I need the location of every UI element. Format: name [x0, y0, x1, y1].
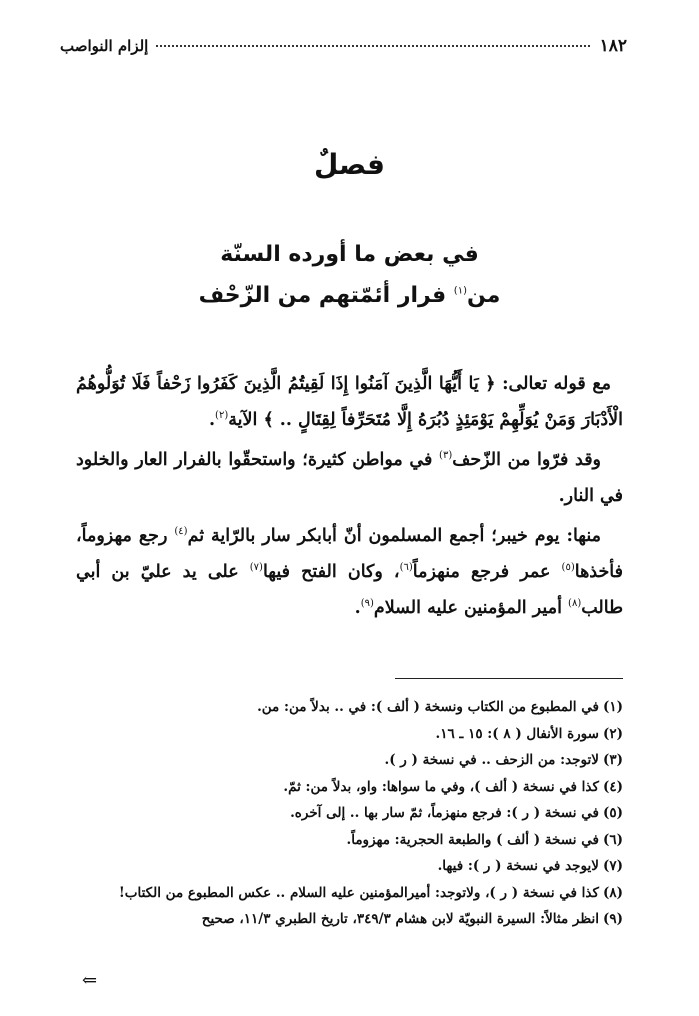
footnote-ref: (١)	[453, 285, 467, 297]
footnote-item	[76, 827, 623, 854]
footnotes	[76, 694, 623, 933]
paragraph-text: منها: يوم خيبر؛ أجمع المسلمون أنّ أبابكر سار بالرّاية ثم	[187, 526, 601, 546]
footnote-ref: (٥)	[561, 562, 575, 574]
footnote-separator	[395, 678, 623, 679]
quran-verse: ﴿ يَا أَيُّهَا الَّذِينَ آمَنُوا إِذَا لَقِيتُمُ الَّذِينَ كَفَرُوا زَحْفاً فَلَا تُوَلُّوهُمُ الْأَدْبَارَ وَمَنْ يُوَلِّهِمْ يَوْمَئِذٍ دُبُرَهُ إِلَّا مُتَحَرِّفاً لِقِتَالٍ .. ﴾	[76, 374, 623, 430]
footnote-ref: (٧)	[249, 562, 263, 574]
paragraph-text: على يد عليّ بن أبي طالب	[76, 562, 623, 618]
footnote-text: في نسخة ( ر ): فرجع منهزماً، ثمّ سار بها .. إلى آخره.	[290, 805, 599, 821]
footnote-number: (٧)	[602, 858, 623, 874]
body-text	[76, 366, 623, 630]
footnote-text: في نسخة ( ألف ) والطبعة الحجرية: مهزوماً.	[346, 831, 599, 848]
footnote-text: سورة الأنفال ( ٨ ): ١٥ ـ ١٦.	[435, 725, 599, 742]
footnote-text: كذا في نسخة ( ر )، ولاتوجد: أميرالمؤمنين عليه السلام .. عكس المطبوع من الكتاب!	[118, 884, 599, 901]
footnote-number: (٣)	[602, 752, 623, 768]
subtitle-pre: من	[466, 283, 501, 308]
paragraph-text: مع قوله تعالى:	[495, 374, 612, 394]
subtitle-post: فرار أئمّتهم من الزّحْف	[198, 283, 454, 308]
paragraph-text: أمير المؤمنين عليه السلام	[373, 598, 569, 618]
footnote-item	[76, 721, 623, 748]
paragraph-text: ، وكان الفتح فيها	[262, 562, 400, 582]
paragraph-text: وقد فرّوا من الزّحف	[452, 450, 602, 470]
paragraph-1: مع قوله تعالى: ﴿ يَا أَيُّهَا الَّذِينَ آمَنُوا إِذَا لَقِيتُمُ الَّذِينَ كَفَرُوا زَحْفاً فَلَا تُوَلُّوهُمُ الْأَدْبَارَ وَمَنْ يُوَلِّهِمْ يَوْمَئِذٍ دُبُرَهُ إِلَّا مُتَحَرِّفاً لِقِتَالٍ .. ﴾ الآية$^{(٢)}$.	[76, 374, 623, 430]
footnote-item	[76, 853, 623, 880]
footnote-number: (٩)	[602, 911, 623, 927]
paragraph-text: رجع مهزوماً، فأخذها	[76, 526, 623, 582]
footnote-number: (٤)	[602, 778, 623, 795]
footnote-text: انظر مثالاً: السيرة النبويّة لابن هشام ٣٤٩/٣، تاريخ الطبري ١١/٣، صحيح	[201, 911, 599, 927]
paragraph-text: الآية	[228, 410, 264, 430]
paragraph-2	[76, 442, 623, 514]
footnote-number: (٦)	[602, 831, 623, 848]
paragraph-text: عمر فرجع منهزماً	[412, 562, 562, 582]
footnote-number: (٥)	[602, 805, 623, 821]
footnote-ref: (٢)	[215, 410, 229, 422]
header-dot-leader	[156, 45, 589, 47]
paragraph-text: .	[354, 598, 361, 618]
footnote-ref: (٨)	[568, 598, 582, 610]
footnote-item	[76, 774, 623, 801]
footnote-number: (١)	[602, 699, 623, 715]
footnote-ref: (٩)	[360, 598, 374, 610]
footnote-item	[76, 747, 623, 774]
paragraph-text: في مواطن كثيرة؛ واستحقّوا بالفرار العار والخلود في النار.	[76, 450, 623, 506]
running-title: إلزام النواصب	[60, 37, 149, 55]
footnote-number: (٨)	[602, 884, 623, 901]
footnote-item	[76, 694, 623, 721]
footnote-text: في المطبوع من الكتاب ونسخة ( ألف ): في .. بدلاً من: من.	[257, 699, 599, 715]
continuation-arrow-icon: ⇐	[82, 970, 98, 991]
footnote-number: (٢)	[602, 725, 623, 742]
footnote-text: كذا في نسخة ( ألف )، وفي ما سواها: واو، بدلاً من: ثمّ.	[283, 778, 599, 795]
paragraph-3	[76, 518, 623, 626]
footnote-item	[76, 906, 623, 933]
page-header	[60, 36, 627, 60]
footnote-text: لاتوجد: من الزحف .. في نسخة ( ر ).	[384, 752, 599, 768]
section-title: فصلٌ	[314, 148, 385, 181]
page-number: ١٨٢	[599, 36, 627, 56]
footnote-ref: (٣)	[439, 450, 453, 462]
footnote-text: لايوجد في نسخة ( ر ): فيها.	[437, 858, 599, 874]
footnote-ref: (٦)	[399, 562, 413, 574]
section-subtitle-line2	[0, 283, 699, 308]
footnote-item	[76, 800, 623, 827]
footnote-item	[76, 880, 623, 907]
footnote-ref: (٤)	[174, 526, 188, 538]
section-subtitle-line1: في بعض ما أورده السنّة	[220, 242, 479, 267]
